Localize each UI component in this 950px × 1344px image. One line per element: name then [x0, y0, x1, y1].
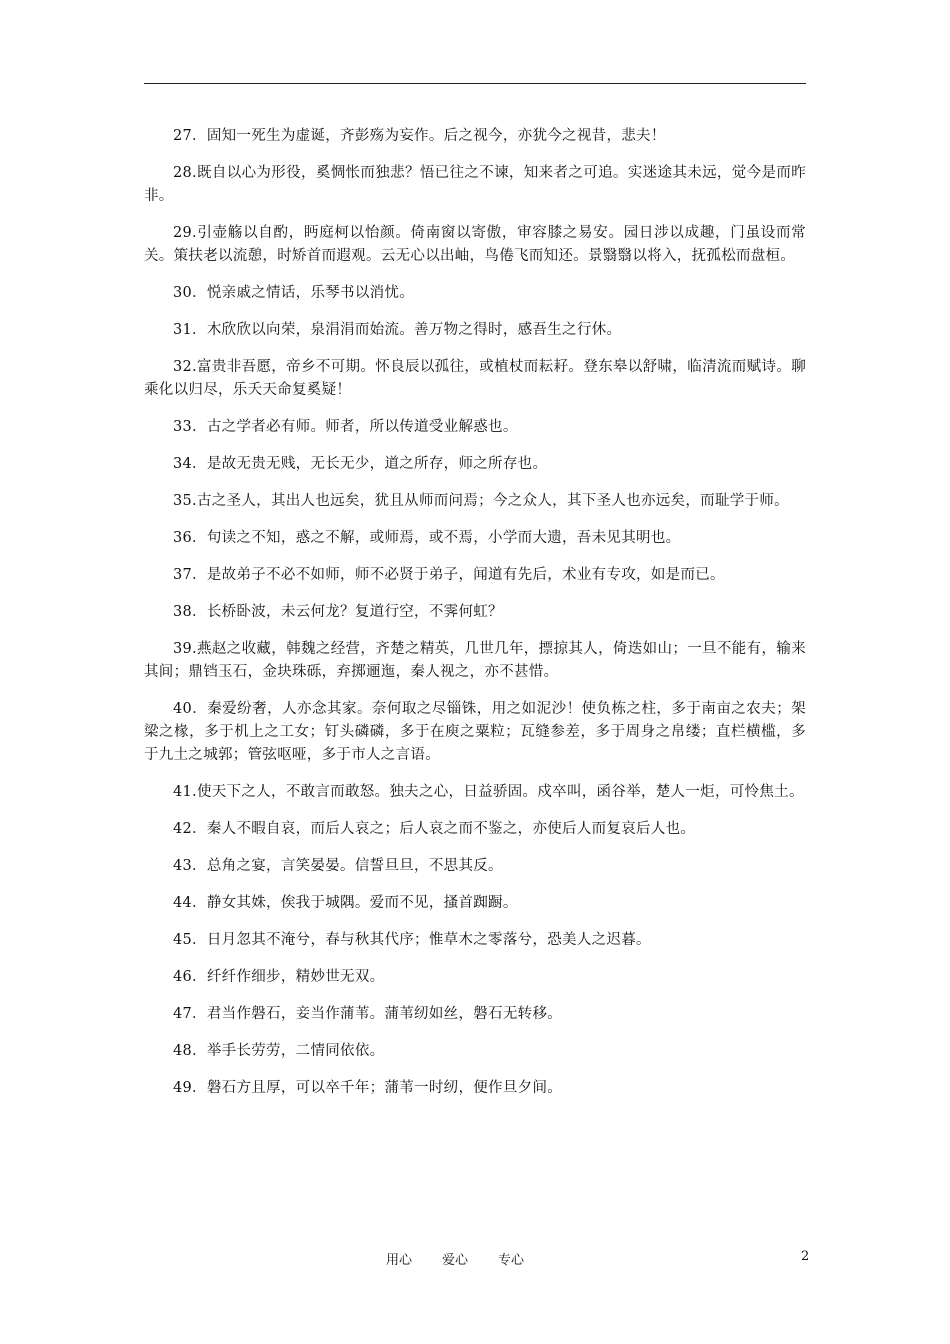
document-body [144, 125, 806, 1114]
paragraph: 42．秦人不暇自哀，而后人哀之；后人哀之而不鉴之，亦使后人而复哀后人也。 [173, 821, 696, 837]
paragraph: 37．是故弟子不必不如师，师不必贤于弟子，闻道有先后，术业有专攻，如是而已。 [173, 567, 725, 583]
paragraph: 40．秦爱纷奢，人亦念其家。奈何取之尽锱铢，用之如泥沙！使负栋之柱，多于南亩之农夫；架梁之椽，多于机上之工女；钉头磷磷，多于在庾之粟粒；瓦缝参差，多于周身之帛缕；直栏横槛，多于九土之城郭；管弦呕哑，多于市人之言语。 [144, 701, 806, 763]
paragraph: 38．长桥卧波，未云何龙？复道行空，不霁何虹？ [173, 604, 503, 620]
paragraph: 43．总角之宴，言笑晏晏。信誓旦旦，不思其反。 [173, 858, 503, 874]
paragraph: 49．磐石方且厚，可以卒千年；蒲苇一时纫，便作旦夕间。 [173, 1080, 563, 1096]
footer-motto-word: 专心 [498, 1253, 525, 1268]
paragraph: 28.既自以心为形役，奚惆怅而独悲？悟已往之不谏，知来者之可追。实迷途其未远，觉今是而昨非。 [144, 165, 806, 204]
paragraph: 41.使天下之人，不敢言而敢怒。独夫之心，日益骄固。戍卒叫，函谷举，楚人一炬，可怜焦土。 [173, 784, 804, 800]
paragraph: 27．固知一死生为虚诞，齐彭殇为妄作。后之视今，亦犹今之视昔，悲夫！ [173, 128, 666, 144]
paragraph: 39.燕赵之收藏，韩魏之经营，齐楚之精英，几世几年，摽掠其人，倚迭如山；一旦不能有，输来其间；鼎铛玉石，金块珠砾，弃掷逦迤，秦人视之，亦不甚惜。 [144, 641, 806, 680]
paragraph: 31．木欣欣以向荣，泉涓涓而始流。善万物之得时，感吾生之行休。 [173, 322, 622, 338]
header-rule [144, 83, 806, 84]
paragraph: 47．君当作磐石，妾当作蒲苇。蒲苇纫如丝，磐石无转移。 [173, 1006, 563, 1022]
footer-motto-word: 用心 [386, 1253, 413, 1268]
paragraph: 36．句读之不知，惑之不解，或师焉，或不焉，小学而大遗，吾未见其明也。 [173, 530, 681, 546]
paragraph: 33．古之学者必有师。师者，所以传道受业解惑也。 [173, 419, 518, 435]
paragraph: 44．静女其姝，俟我于城隅。爱而不见，搔首踟蹰。 [173, 895, 518, 911]
paragraph: 35.古之圣人，其出人也远矣，犹且从师而问焉；今之众人，其下圣人也亦远矣，而耻学于师。 [173, 493, 789, 509]
page-footer [0, 1249, 950, 1269]
paragraph: 32.富贵非吾愿，帝乡不可期。怀良辰以孤往，或植杖而耘耔。登东皋以舒啸，临清流而赋诗。聊乘化以归尽，乐夭天命复奚疑！ [144, 359, 806, 398]
paragraph: 48．举手长劳劳，二情同依依。 [173, 1043, 385, 1059]
page-number: 2 [801, 1249, 810, 1264]
footer-motto-word: 爱心 [442, 1253, 469, 1268]
paragraph: 45．日月忽其不淹兮，春与秋其代序；惟草木之零落兮，恐美人之迟暮。 [173, 932, 651, 948]
paragraph: 34．是故无贵无贱，无长无少，道之所存，师之所存也。 [173, 456, 548, 472]
paragraph: 46．纤纤作细步，精妙世无双。 [173, 969, 385, 985]
paragraph: 29.引壶觞以自酌，眄庭柯以怡颜。倚南窗以寄傲，审容膝之易安。园日涉以成趣，门虽设而常关。策扶老以流憩，时矫首而遐观。云无心以出岫，鸟倦飞而知还。景翳翳以将入，抚孤松而盘桓。 [144, 225, 806, 264]
footer-motto [386, 1249, 554, 1268]
paragraph: 30．悦亲戚之情话，乐琴书以消忧。 [173, 285, 415, 301]
